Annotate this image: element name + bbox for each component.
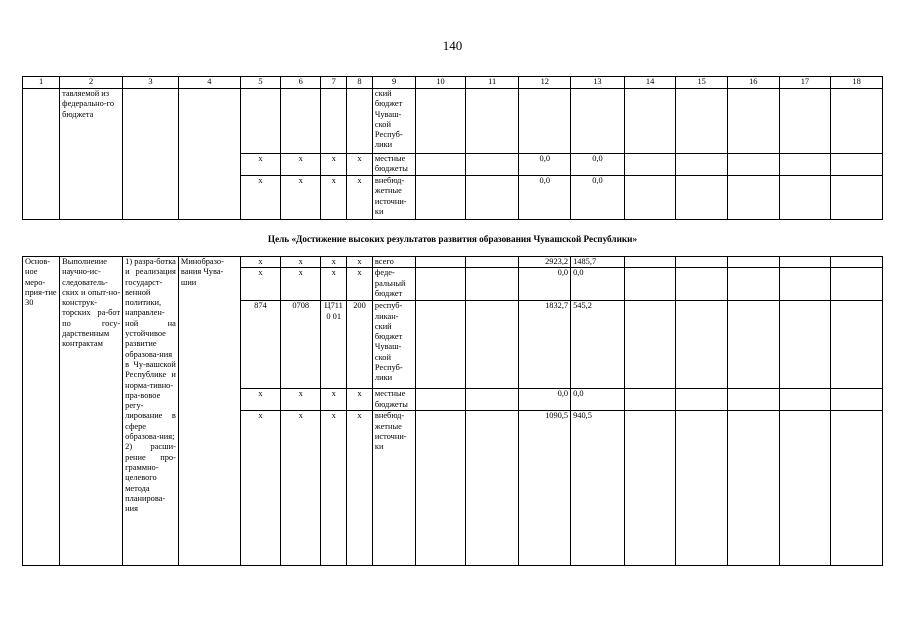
cell-empty — [676, 154, 728, 176]
cell-program-link: 1) разра-ботка и реализация государст-венной политики, направлен-ной на устойчивое развитие образова-ния в Чу-вашской Республике и норма-тивно-пра-вовое регу-лирование в сфере образова-ния; 2) расши-рение про-граммно-целевого метода планирова-ния — [123, 257, 179, 566]
cell-empty — [416, 411, 466, 566]
cell-empty — [831, 411, 883, 566]
cell-value: 545,2 — [571, 301, 625, 389]
column-number: 12 — [519, 77, 571, 89]
cell-empty — [727, 89, 779, 154]
cell-empty — [465, 268, 519, 301]
cell-empty — [416, 154, 466, 176]
column-number: 17 — [779, 77, 831, 89]
cell-value: 0,0 — [571, 176, 625, 220]
cell-rz-pr: х — [281, 389, 321, 411]
cell-empty — [465, 176, 519, 220]
cell-empty — [779, 257, 831, 268]
cell-empty — [727, 268, 779, 301]
cell-source: феде-ральный бюджет — [372, 268, 415, 301]
cell-vr: х — [347, 154, 373, 176]
cell-empty — [624, 301, 676, 389]
cell-vr: х — [347, 257, 373, 268]
cell-source: местные бюджеты — [372, 389, 415, 411]
column-number: 2 — [60, 77, 123, 89]
column-number: 4 — [178, 77, 240, 89]
cell-grbs: х — [240, 411, 280, 566]
cell-vr: х — [347, 176, 373, 220]
column-number: 8 — [347, 77, 373, 89]
cell-source: местные бюджеты — [372, 154, 415, 176]
cell-value: 1485,7 — [571, 257, 625, 268]
table-row — [23, 257, 883, 268]
cell-empty — [465, 154, 519, 176]
column-number: 3 — [123, 77, 179, 89]
column-number: 16 — [727, 77, 779, 89]
cell-value: 0,0 — [571, 268, 625, 301]
cell-empty — [831, 154, 883, 176]
cell-empty — [831, 301, 883, 389]
cell-value: 940,5 — [571, 411, 625, 566]
column-number: 1 — [23, 77, 60, 89]
cell-rz-pr: х — [281, 268, 321, 301]
table-row — [23, 89, 883, 154]
cell-event-name: Выполнение научно-ис-следователь-ских и опыт-но-конструк-торских ра-бот по госу-дарственным контрактам — [60, 257, 123, 566]
cell-value: 1832,7 — [519, 301, 571, 389]
cell-csr: х — [321, 268, 347, 301]
cell-vr: х — [347, 268, 373, 301]
cell-empty — [624, 268, 676, 301]
cell-grbs: х — [240, 154, 280, 176]
cell-value: 2923,2 — [519, 257, 571, 268]
cell-vr: х — [347, 389, 373, 411]
cell-rz-pr — [281, 89, 321, 154]
cell-empty — [676, 411, 728, 566]
cell-rz-pr: х — [281, 411, 321, 566]
cell-empty — [779, 89, 831, 154]
column-number-row — [23, 77, 883, 89]
cell-empty — [416, 389, 466, 411]
cell-empty — [727, 411, 779, 566]
cell-csr: х — [321, 389, 347, 411]
column-number: 18 — [831, 77, 883, 89]
cell-grbs: х — [240, 268, 280, 301]
cell-empty — [123, 89, 179, 220]
cell-empty — [416, 257, 466, 268]
cell-empty — [624, 176, 676, 220]
cell-empty — [676, 257, 728, 268]
cell-source: внебюд-жетные источни-ки — [372, 176, 415, 220]
cell-empty — [779, 154, 831, 176]
cell-source: всего — [372, 257, 415, 268]
cell-value — [571, 89, 625, 154]
cell-empty — [831, 389, 883, 411]
cell-empty — [831, 176, 883, 220]
budget-table-continuation — [22, 76, 883, 220]
cell-empty — [465, 389, 519, 411]
cell-empty — [779, 389, 831, 411]
column-number: 6 — [281, 77, 321, 89]
cell-grbs: х — [240, 257, 280, 268]
cell-empty — [178, 89, 240, 220]
cell-csr: х — [321, 257, 347, 268]
cell-empty — [465, 411, 519, 566]
cell-empty — [23, 89, 60, 220]
cell-empty — [727, 257, 779, 268]
cell-empty — [465, 257, 519, 268]
cell-executor: Минобразо-вания Чува-шии — [178, 257, 240, 566]
cell-empty — [676, 176, 728, 220]
cell-empty — [831, 89, 883, 154]
column-number: 5 — [240, 77, 280, 89]
cell-empty — [779, 301, 831, 389]
cell-csr: х — [321, 176, 347, 220]
cell-empty — [779, 268, 831, 301]
cell-rz-pr: х — [281, 154, 321, 176]
page-number: 140 — [442, 38, 463, 53]
cell-empty — [779, 176, 831, 220]
cell-value: 0,0 — [571, 154, 625, 176]
cell-value: 0,0 — [519, 389, 571, 411]
cell-rz-pr: х — [281, 257, 321, 268]
cell-empty — [831, 257, 883, 268]
cell-rz-pr: х — [281, 176, 321, 220]
cell-event-status: Основ-ное меро-прия-тие 30 — [23, 257, 60, 566]
budget-table-goal-section — [22, 256, 883, 566]
cell-empty — [727, 154, 779, 176]
cell-empty — [624, 154, 676, 176]
cell-empty — [676, 89, 728, 154]
column-number: 13 — [571, 77, 625, 89]
cell-grbs: х — [240, 176, 280, 220]
cell-csr: х — [321, 411, 347, 566]
cell-value — [519, 89, 571, 154]
column-number: 9 — [372, 77, 415, 89]
column-number: 7 — [321, 77, 347, 89]
cell-empty — [727, 176, 779, 220]
cell-vr: 200 — [347, 301, 373, 389]
cell-empty — [779, 411, 831, 566]
cell-csr: Ц7110 01 — [321, 301, 347, 389]
cell-empty — [416, 176, 466, 220]
cell-empty — [624, 411, 676, 566]
cell-empty — [727, 301, 779, 389]
cell-source: ский бюджет Чуваш-ской Респуб-лики — [372, 89, 415, 154]
cell-grbs: х — [240, 389, 280, 411]
cell-vr — [347, 89, 373, 154]
cell-value: 0,0 — [571, 389, 625, 411]
cell-empty — [416, 301, 466, 389]
cell-empty — [465, 301, 519, 389]
column-number: 10 — [416, 77, 466, 89]
cell-empty — [465, 89, 519, 154]
cell-grbs — [240, 89, 280, 154]
cell-empty — [624, 389, 676, 411]
column-number: 15 — [676, 77, 728, 89]
cell-empty — [727, 389, 779, 411]
goal-title: Цель «Достижение высоких результатов развития образования Чувашской Республики» — [267, 234, 638, 244]
cell-empty — [676, 268, 728, 301]
cell-value: 0,0 — [519, 176, 571, 220]
cell-empty — [624, 257, 676, 268]
cell-empty — [416, 89, 466, 154]
cell-event-name: тавляемой из федерально-го бюджета — [60, 89, 123, 220]
cell-source: внебюд-жетные источни-ки — [372, 411, 415, 566]
cell-csr: х — [321, 154, 347, 176]
cell-vr: х — [347, 411, 373, 566]
cell-empty — [831, 268, 883, 301]
cell-value: 0,0 — [519, 268, 571, 301]
cell-empty — [676, 389, 728, 411]
cell-source: респуб-ликан-ский бюджет Чуваш-ской Респуб-лики — [372, 301, 415, 389]
cell-csr — [321, 89, 347, 154]
column-number: 11 — [465, 77, 519, 89]
cell-empty — [624, 89, 676, 154]
cell-grbs: 874 — [240, 301, 280, 389]
column-number: 14 — [624, 77, 676, 89]
cell-value: 0,0 — [519, 154, 571, 176]
cell-rz-pr: 0708 — [281, 301, 321, 389]
cell-value: 1090,5 — [519, 411, 571, 566]
cell-empty — [416, 268, 466, 301]
cell-empty — [676, 301, 728, 389]
